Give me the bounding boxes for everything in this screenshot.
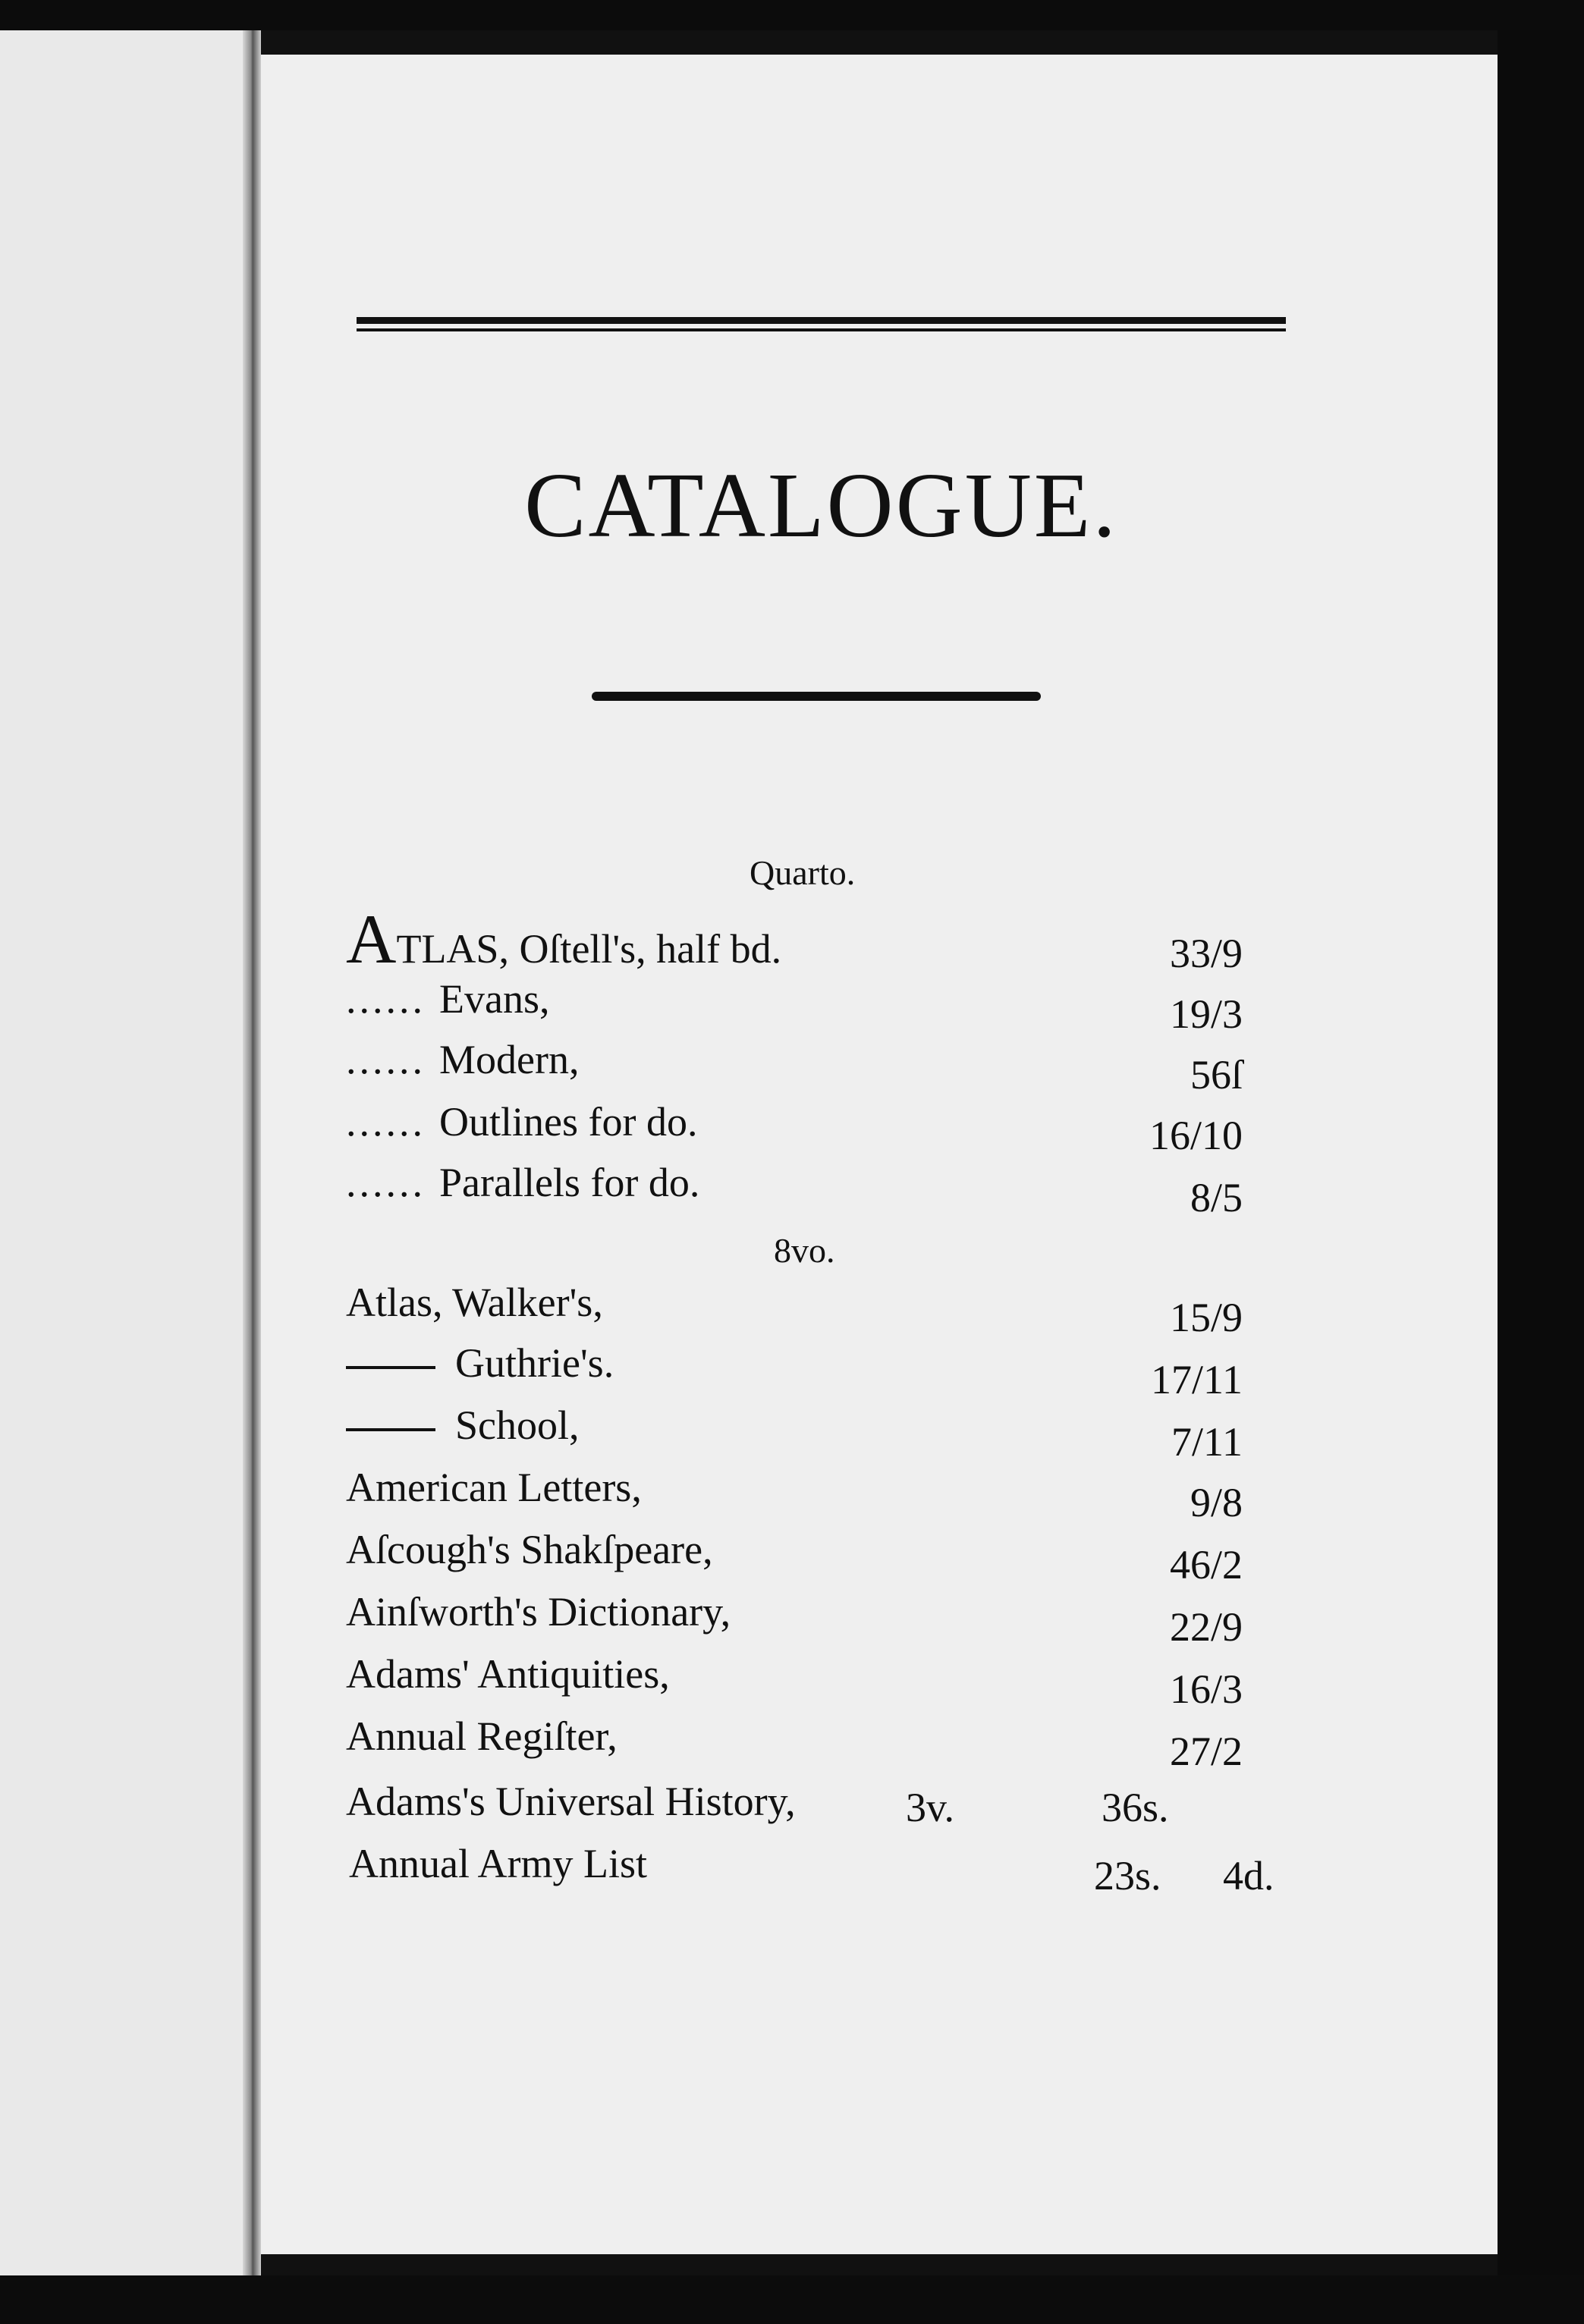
entry-text: Parallels for do. (439, 1160, 700, 1205)
entry-name: Aſcough's Shakſpeare, (346, 1527, 713, 1572)
entry-name (346, 900, 782, 978)
title-underline-rule (592, 692, 1041, 701)
entry-name: Annual Army List (349, 1841, 647, 1886)
entry-name: American Letters, (346, 1465, 642, 1510)
entry-name: Ainſworth's Dictionary, (346, 1589, 731, 1635)
entry-name (346, 1039, 579, 1080)
section-heading-quarto: Quarto. (750, 853, 856, 892)
entry-price: 8/5 (1190, 1175, 1243, 1220)
entry-price: 36s. (1102, 1785, 1169, 1830)
entry-name (346, 1162, 699, 1203)
entry-price: 27/2 (1169, 1729, 1243, 1774)
entry-name: Adams's Universal History, (346, 1779, 796, 1824)
entry-price: 9/8 (1190, 1480, 1243, 1525)
entry-name (346, 1402, 580, 1448)
entry-price: 15/9 (1169, 1295, 1243, 1340)
scan-border-bottom (0, 2275, 1584, 2324)
entry-price: 16/10 (1149, 1113, 1243, 1158)
entry-price: 22/9 (1169, 1604, 1243, 1650)
book-gutter (243, 30, 261, 2275)
ditto-dash (346, 1428, 435, 1431)
ditto-dots: ...... (346, 1099, 426, 1145)
section-heading-8vo: 8vo. (774, 1231, 835, 1270)
double-rule-top (357, 317, 1286, 324)
entry-price: 33/9 (1169, 931, 1243, 976)
entry-text: Outlines for do. (439, 1099, 698, 1145)
entry-text: Guthrie's. (455, 1340, 614, 1386)
ditto-dash (346, 1366, 435, 1369)
scan-border-top (0, 0, 1584, 30)
entry-price: 16/3 (1169, 1666, 1243, 1712)
ditto-dots: ...... (346, 1160, 426, 1205)
entry-text: TLAS, Oſtell's, half bd. (396, 926, 782, 972)
double-rule-bottom (357, 328, 1286, 331)
entry-price: 56ſ (1190, 1052, 1243, 1098)
entry-name: Atlas, Walker's, (346, 1280, 603, 1325)
entry-volumes: 3v. (906, 1785, 954, 1830)
entry-price-pence: 4d. (1223, 1853, 1274, 1898)
facing-page (0, 30, 258, 2275)
entry-name (346, 1340, 614, 1386)
page-title: CATALOGUE. (524, 454, 1118, 557)
ditto-dots: ...... (346, 1037, 426, 1082)
entry-name: Adams' Antiquities, (346, 1651, 670, 1697)
entry-price: 23s. (1094, 1853, 1161, 1898)
ditto-dots: ...... (346, 976, 426, 1022)
entry-price: 17/11 (1151, 1357, 1243, 1402)
entry-name (346, 1099, 698, 1145)
drop-capital: A (346, 900, 397, 978)
entry-price: 46/2 (1169, 1542, 1243, 1588)
entry-text: Evans, (439, 976, 550, 1022)
entry-price: 7/11 (1171, 1419, 1243, 1465)
scan-border-right (1498, 30, 1584, 2275)
entry-text: Modern, (439, 1037, 580, 1082)
entry-name (346, 976, 550, 1022)
entry-price: 19/3 (1169, 991, 1243, 1037)
entry-text: School, (455, 1402, 580, 1448)
catalogue-page (261, 55, 1498, 2254)
entry-name: Annual Regiſter, (346, 1713, 618, 1759)
